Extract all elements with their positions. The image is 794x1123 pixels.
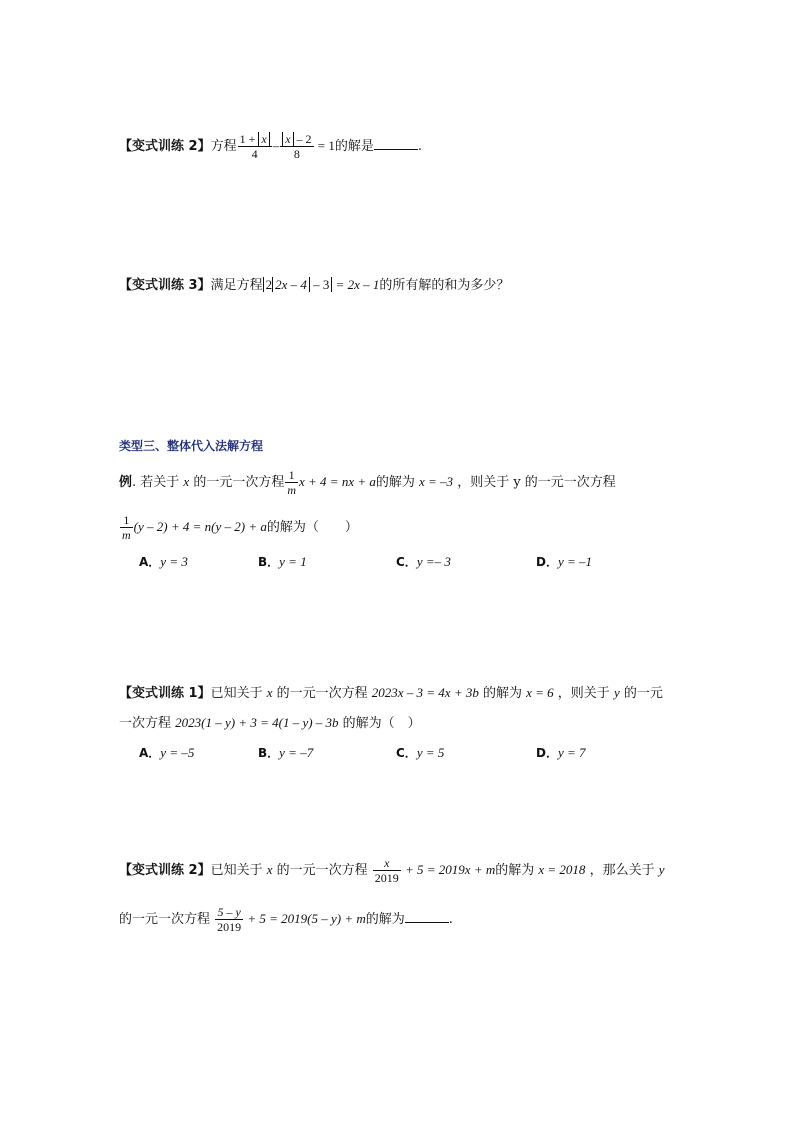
variable: x (266, 862, 273, 877)
period: . (417, 139, 423, 154)
denominator: m (287, 483, 297, 497)
option-value: y = 7 (557, 745, 586, 760)
text: ，则关于 y 的一元一次方程 (453, 475, 616, 490)
solution: x = 6 (526, 685, 554, 700)
option-value: y = –7 (279, 745, 314, 760)
option-value: y = 5 (416, 745, 445, 760)
fraction (280, 132, 313, 161)
option-label: A． (139, 746, 161, 760)
option-c[interactable] (396, 552, 451, 572)
fraction (373, 856, 401, 885)
variable: y (613, 685, 620, 700)
equation: 2023x – 3 = 4x + 3b (371, 685, 479, 700)
denominator: 2019 (217, 920, 242, 934)
equation-rhs: = 1 (314, 138, 335, 153)
variable: x (266, 685, 273, 700)
text: 的解为 (365, 912, 405, 927)
fraction (285, 468, 298, 497)
equation: + 5 = 2019(5 – y) + m (244, 911, 366, 926)
numerator: 1 (285, 468, 298, 483)
section-heading: 类型三、整体代入法解方程 (119, 439, 264, 453)
text: 已知关于 (210, 686, 267, 701)
fraction (238, 132, 272, 161)
option-a[interactable] (139, 552, 188, 572)
variant-1-line-1 (119, 683, 663, 704)
example-line-1 (119, 468, 616, 497)
solution: x = 2018 (538, 862, 586, 877)
option-value: y =– 3 (416, 554, 451, 569)
text: 一次方程 (119, 716, 176, 731)
term: – 3 (309, 277, 330, 292)
problem-variant-3 (119, 275, 509, 296)
equation: x + 4 = nx + a (299, 474, 376, 489)
problem-variant-2-abs (119, 132, 422, 161)
option-b[interactable] (258, 552, 307, 572)
text: 的一元一次方程 (272, 863, 372, 878)
text: 的解为 (495, 863, 539, 878)
option-d[interactable] (536, 743, 586, 763)
text: 的解为 (478, 686, 527, 701)
text: 满足方程 (210, 278, 263, 293)
equation-rhs: = 2x – 1 (332, 277, 380, 292)
option-label: D． (536, 555, 558, 569)
option-label: A． (139, 555, 161, 569)
inner-abs: 2x – 4 (272, 277, 310, 292)
denominator: m (122, 528, 131, 542)
problem-tag: 【变式训练 3】 (119, 278, 211, 293)
problem-tag: 【变式训练 2】 (119, 139, 211, 154)
text: 的一元 (619, 686, 663, 701)
variant-2-line-2 (119, 905, 453, 934)
text: 方程 (210, 139, 237, 154)
variant-1-line-2 (119, 713, 421, 734)
problem-tag: 【变式训练 2】 (119, 863, 211, 878)
text: 的一元一次方程 (189, 475, 285, 490)
denominator: 2019 (374, 871, 399, 885)
option-label: C． (396, 746, 417, 760)
denominator: 4 (251, 147, 258, 161)
equation: (y – 2) + 4 = n(y – 2) + a (133, 519, 267, 534)
text: ，那么关于 (585, 863, 659, 878)
period: . (448, 912, 453, 927)
numerator: 5 – y (215, 905, 243, 920)
text: 的解为（ ） (338, 716, 421, 731)
abs-value: x (282, 132, 293, 146)
answer-blank[interactable] (405, 910, 449, 923)
example-line-2 (119, 513, 358, 542)
option-label: D． (536, 746, 558, 760)
variable: x (183, 474, 190, 489)
text: 的解为（ ） (266, 520, 358, 535)
variable: y (658, 862, 665, 877)
option-label: B． (258, 746, 280, 760)
option-a[interactable] (139, 743, 194, 763)
text: ，则关于 (553, 686, 614, 701)
numerator: 1 (120, 513, 133, 528)
text: . 若关于 (132, 475, 184, 490)
outer-abs (263, 277, 333, 292)
variant-2-line-1 (119, 856, 664, 885)
text: 的解为 (375, 475, 420, 490)
option-d[interactable] (536, 552, 592, 572)
option-c[interactable] (396, 743, 444, 763)
solution: x = –3 (419, 474, 454, 489)
equation: + 5 = 2019x + m (401, 862, 496, 877)
operator: – (272, 138, 280, 153)
numerator: 1 + (239, 132, 259, 146)
option-label: C． (396, 555, 417, 569)
denominator: 8 (293, 147, 300, 161)
fraction (120, 513, 133, 542)
option-value: y = –1 (557, 554, 593, 569)
abs-value: x (258, 132, 269, 146)
option-label: B． (258, 555, 280, 569)
text: 的一元一次方程 (272, 686, 372, 701)
example-tag: 例 (119, 475, 133, 490)
coefficient: 2 (265, 277, 273, 292)
option-value: y = 3 (160, 554, 188, 569)
text: 的一元一次方程 (119, 912, 215, 927)
equation: 2023(1 – y) + 3 = 4(1 – y) – 3b (175, 715, 339, 730)
numerator: – 2 (293, 132, 312, 146)
problem-tag: 【变式训练 1】 (119, 686, 211, 701)
option-value: y = 1 (279, 554, 307, 569)
answer-blank[interactable] (374, 137, 418, 150)
text: 已知关于 (210, 863, 267, 878)
text: 的所有解的和为多少？ (379, 278, 510, 293)
numerator: x (373, 856, 401, 871)
option-b[interactable] (258, 743, 313, 763)
text: 的解是 (334, 139, 374, 154)
fraction (215, 905, 243, 934)
option-value: y = –5 (160, 745, 195, 760)
